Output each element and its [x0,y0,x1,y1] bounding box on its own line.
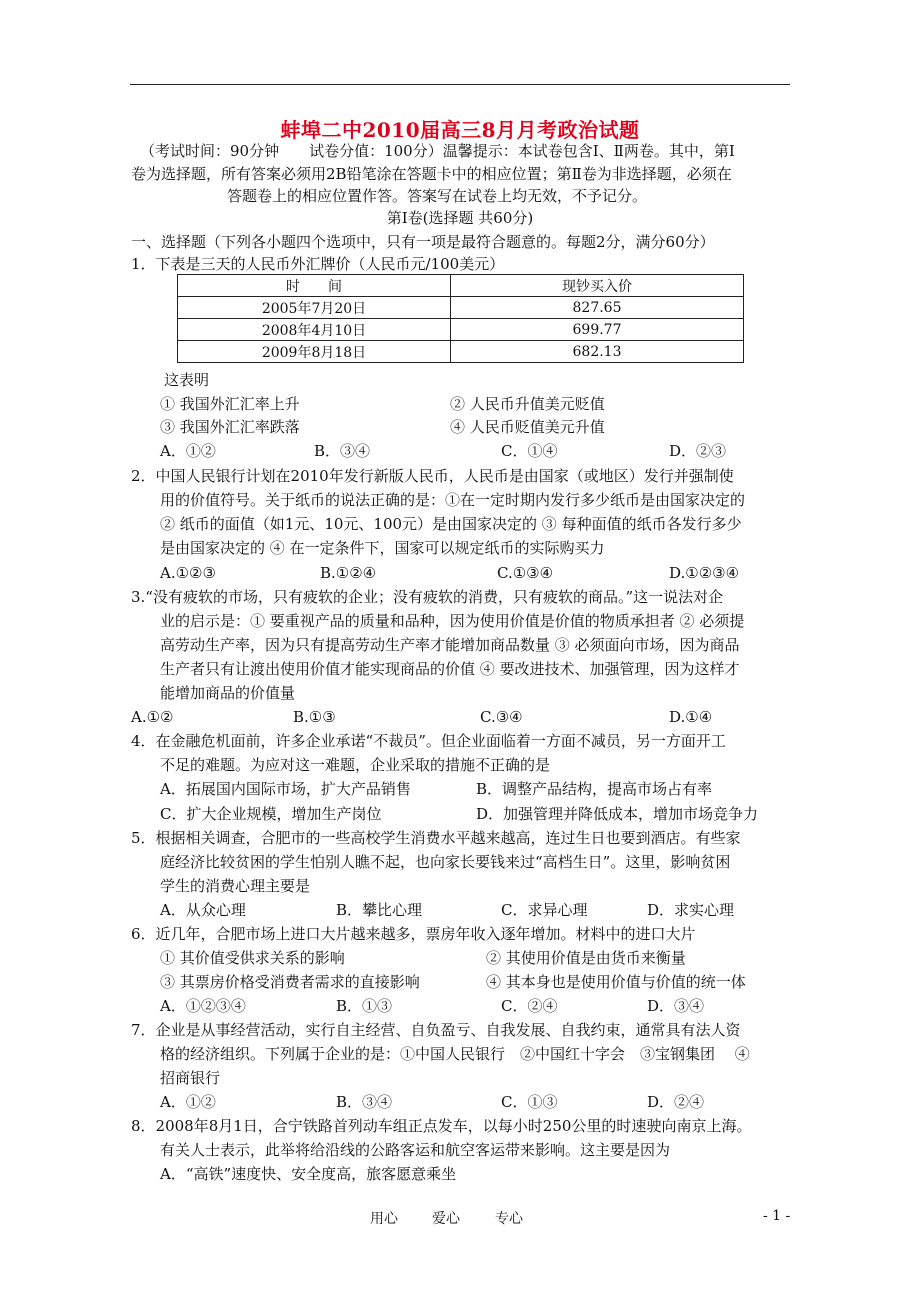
option: A.①②③ [160,564,216,582]
option: B.①③ [293,708,336,726]
table-header-row [178,275,744,297]
option: D．加强管理并降低成本，增加市场竞争力 [476,805,759,823]
option: D.①④ [669,708,713,726]
question-2-line: 是由国家决定的 ④ 在一定条件下，国家可以规定纸币的实际购买力 [160,539,605,557]
question-8-line: 8．2008年8月1日，合宁铁路首列动车组正点发车，以每小时250公里的时速驶向南京上海。 [131,1117,752,1135]
statement: ④ 人民币贬值美元升值 [450,418,605,436]
table-cell: 2005年7月20日 [178,297,451,319]
intro-line: 答题卷上的相应位置作答。答案写在试卷上均无效，不予记分。 [227,187,648,205]
question-3-line: 业的启示是：① 要重视产品的质量和品种，因为使用价值是价值的物质承担者 ② 必须提 [160,612,745,630]
intro-line: （考试时间：90分钟 试卷分值：100分）温馨提示：本试卷包含Ⅰ、Ⅱ两卷。其中，第Ⅰ [140,142,735,160]
question-3-line: 高劳动生产率，因为只有提高劳动生产率才能增加商品数量 ③ 必须面向市场，因为商品 [160,636,740,654]
table-cell: 2009年8月18日 [178,341,451,363]
option: B．③④ [336,1093,393,1111]
table-cell: 682.13 [451,341,744,363]
header-rule [130,84,790,85]
column-header-price: 现钞买入价 [451,275,744,297]
question-4-line: 4．在金融危机面前，许多企业承诺“不裁员”。但企业面临着一方面不减员，另一方面开工 [131,732,726,750]
option: A．①②③④ [160,997,246,1015]
table-row [178,341,744,363]
table-row [178,297,744,319]
part-title: 一、选择题（下列各小题四个选项中，只有一项是最符合题意的。每题2分，满分60分） [131,233,715,251]
column-header-time: 时 间 [178,275,451,297]
table-row [178,319,744,341]
statement: ④ 其本身也是使用价值与价值的统一体 [486,973,746,991]
statement: ② 人民币升值美元贬值 [450,395,605,413]
question-3-line: 能增加商品的价值量 [160,684,296,702]
statement: ① 其价值受供求关系的影响 [160,949,345,967]
option: D．③④ [647,997,705,1015]
option: C．①③ [501,1093,558,1111]
statement: ③ 我国外汇汇率跌落 [160,418,300,436]
question-6-line: 6．近几年，合肥市场上进口大片越来越多，票房年收入逐年增加。材料中的进口大片 [131,925,696,943]
section-title: 第Ⅰ卷(选择题 共60分) [386,209,534,227]
question-8-line: 有关人士表示，此举将给沿线的公路客运和航空客运带来影响。这主要是因为 [160,1141,671,1159]
table-cell: 827.65 [451,297,744,319]
option: C．扩大企业规模，增加生产岗位 [160,805,382,823]
option: C.③④ [480,708,523,726]
option: A．从众心理 [160,901,246,919]
exchange-rate-table [177,274,744,363]
footer-motto: 专心 [495,1211,523,1227]
question-7-line: 招商银行 [160,1069,221,1087]
question-7-line: 格的经济组织。下列属于企业的是：①中国人民银行 ②中国红十字会 ③宝钢集团 ④ [160,1045,750,1063]
option: A．①② [160,442,216,460]
question-1-lead: 这表明 [164,371,210,389]
option: C．②④ [501,997,558,1015]
option: C.①③④ [497,564,554,582]
question-4-line: 不足的难题。为应对这一难题，企业采取的措施不正确的是 [160,756,551,774]
question-3-line: 3.“没有疲软的市场，只有疲软的企业；没有疲软的消费，只有疲软的商品。”这一说法对企 [131,588,724,606]
exam-title: 蚌埠二中2010届高三8月月考政治试题 [280,118,640,142]
question-5-line: 学生的消费心理主要是 [160,877,311,895]
option: D．②④ [647,1093,705,1111]
question-2-line: 2．中国人民银行计划在2010年发行新版人民币，人民币是由国家（或地区）发行并强制使 [131,467,734,485]
question-5-line: 庭经济比较贫困的学生怕别人瞧不起，也向家长要钱来过“高档生日”。这里，影响贫困 [160,853,731,871]
question-1-stem: 1．下表是三天的人民币外汇牌价（人民币元/100美元） [131,255,505,273]
question-3-line: 生产者只有让渡出使用价值才能实现商品的价值 ④ 要改进技术、加强管理，因为这样才 [160,660,740,678]
question-2-line: ② 纸币的面值（如1元、10元、100元）是由国家决定的 ③ 每种面值的纸币各发行多少 [160,515,742,533]
footer-motto: 用心 [370,1211,398,1227]
table-cell: 699.77 [451,319,744,341]
option: A．①② [160,1093,216,1111]
option: D.①②③④ [669,564,740,582]
option: B．③④ [314,442,371,460]
question-2-line: 用的价值符号。关于纸币的说法正确的是：①在一定时期内发行多少纸币是由国家决定的 [160,491,746,509]
statement: ① 我国外汇汇率上升 [160,395,300,413]
option: B．调整产品结构，提高市场占有率 [476,780,713,798]
page-number: - 1 - [763,1208,791,1224]
option: C．求异心理 [501,901,588,919]
option: A.①② [131,708,174,726]
question-8-line: A．“高铁”速度快、安全度高，旅客愿意乘坐 [160,1165,457,1183]
question-7-line: 7．企业是从事经营活动，实行自主经营、自负盈亏、自我发展、自我约束，通常具有法人资 [131,1021,741,1039]
question-5-line: 5．根据相关调查，合肥市的一些高校学生消费水平越来越高，连过生日也要到酒店。有些家 [131,829,741,847]
statement: ② 其使用价值是由货币来衡量 [486,949,686,967]
option: A．拓展国内国际市场，扩大产品销售 [160,780,411,798]
option: D．②③ [669,442,727,460]
option: B.①②④ [320,564,377,582]
option: B．①③ [336,997,393,1015]
table-cell: 2008年4月10日 [178,319,451,341]
footer-motto: 爱心 [432,1211,460,1227]
option: D．求实心理 [647,901,735,919]
option: C．①④ [501,442,558,460]
option: B．攀比心理 [336,901,423,919]
statement: ③ 其票房价格受消费者需求的直接影响 [160,973,420,991]
intro-line: 卷为选择题，所有答案必须用2B铅笔涂在答题卡中的相应位置；第Ⅱ卷为非选择题，必须在 [131,165,732,183]
